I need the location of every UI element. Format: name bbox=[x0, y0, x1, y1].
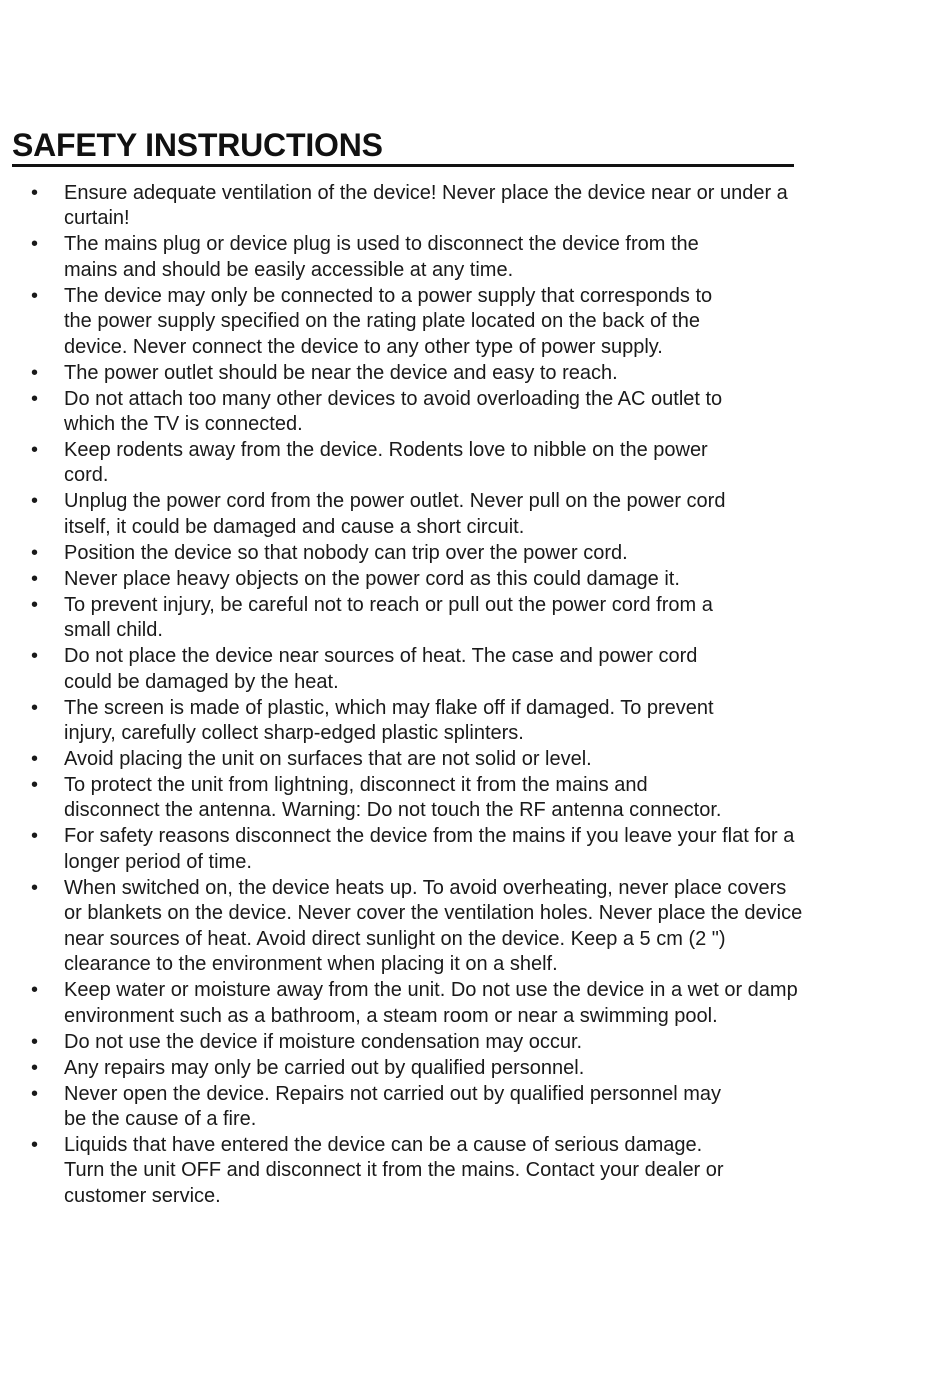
list-item bbox=[0, 1133, 950, 1209]
list-item-text: Avoid placing the unit on surfaces that are not solid or level. bbox=[64, 748, 592, 771]
list-item-text: Ensure adequate ventilation of the device! Never place the device near or under a curtain! bbox=[64, 182, 788, 230]
list-item bbox=[0, 232, 950, 283]
list-item-text: The screen is made of plastic, which may flake off if damaged. To prevent injury, carefully collect sharp-edged plastic splinters. bbox=[64, 696, 714, 745]
bullet-icon: • bbox=[31, 593, 39, 616]
bullet-icon: • bbox=[31, 541, 39, 564]
bullet-icon: • bbox=[31, 1030, 39, 1053]
bullet-icon: • bbox=[31, 979, 39, 1002]
list-item bbox=[0, 978, 950, 1029]
list-item bbox=[0, 1056, 950, 1081]
bullet-icon: • bbox=[31, 748, 39, 771]
bullet-icon: • bbox=[31, 1056, 39, 1079]
list-item bbox=[0, 387, 950, 438]
list-item-text: The device may only be connected to a power supply that corresponds to the power supply specified on the rating plate located on the back of the device. Never connect the device to any other type of power supply. bbox=[64, 284, 713, 358]
bullet-icon: • bbox=[31, 233, 39, 256]
list-item-text: Position the device so that nobody can trip over the power cord. bbox=[64, 541, 628, 564]
bullet-icon: • bbox=[31, 182, 39, 204]
bullet-icon: • bbox=[31, 490, 39, 513]
list-item bbox=[0, 773, 950, 824]
bullet-icon: • bbox=[31, 284, 39, 307]
list-item-text: Never place heavy objects on the power cord as this could damage it. bbox=[64, 567, 680, 590]
bullet-icon: • bbox=[31, 876, 39, 899]
bullet-icon: • bbox=[31, 1133, 39, 1156]
list-item-text: When switched on, the device heats up. To avoid overheating, never place covers or blankets on the device. Never cover the ventilation holes. Never place the device near sources of heat. Avoid direct sunlight on the device. Keep a 5 cm (2 ") clearance to the environment when placing it on a shelf. bbox=[64, 876, 803, 976]
list-item-text: Never open the device. Repairs not carried out by qualified personnel may be the cause of a fire. bbox=[64, 1082, 722, 1130]
bullet-icon: • bbox=[31, 439, 39, 462]
bullet-icon: • bbox=[31, 696, 39, 719]
bullet-icon: • bbox=[31, 387, 39, 410]
bullet-icon: • bbox=[31, 567, 39, 590]
list-item bbox=[0, 1030, 950, 1055]
list-item-text: Do not place the device near sources of heat. The case and power cord could be damaged by the heat. bbox=[64, 645, 698, 693]
bullet-icon: • bbox=[31, 645, 39, 668]
list-item-text: Any repairs may only be carried out by qualified personnel. bbox=[64, 1056, 585, 1079]
list-item bbox=[0, 438, 950, 489]
list-item-text: For safety reasons disconnect the device from the mains if you leave your flat for a longer period of time. bbox=[64, 825, 795, 873]
list-item bbox=[0, 284, 950, 360]
list-item-text: To prevent injury, be careful not to reach or pull out the power cord from a small child. bbox=[64, 593, 713, 642]
list-item bbox=[0, 644, 950, 695]
list-item-text: The mains plug or device plug is used to disconnect the device from the mains and should be easily accessible at any time. bbox=[64, 233, 699, 281]
list-item bbox=[0, 593, 950, 644]
list-item-text: Do not use the device if moisture condensation may occur. bbox=[64, 1030, 583, 1053]
list-item bbox=[0, 567, 950, 592]
list-item-text: The power outlet should be near the device and easy to reach. bbox=[64, 361, 618, 384]
safety-instructions-list bbox=[0, 181, 950, 1210]
list-item-text: Unplug the power cord from the power outlet. Never pull on the power cord itself, it could be damaged and cause a short circuit. bbox=[64, 490, 726, 538]
list-item-text: Keep water or moisture away from the unit. Do not use the device in a wet or damp environment such as a bathroom, a steam room or near a swimming pool. bbox=[64, 979, 798, 1027]
list-item bbox=[0, 696, 950, 747]
bullet-icon: • bbox=[31, 1082, 39, 1105]
list-item bbox=[0, 1082, 950, 1133]
list-item bbox=[0, 361, 950, 386]
list-item-text: Liquids that have entered the device can be a cause of serious damage. Turn the unit OFF and disconnect it from the mains. Contact your dealer or customer service. bbox=[64, 1133, 724, 1207]
list-item bbox=[0, 747, 950, 772]
list-item bbox=[0, 876, 950, 978]
list-item bbox=[0, 824, 950, 875]
list-item-text: Do not attach too many other devices to avoid overloading the AC outlet to which the TV is connected. bbox=[64, 387, 723, 436]
list-item bbox=[0, 489, 950, 540]
list-item-text: Keep rodents away from the device. Rodents love to nibble on the power cord. bbox=[64, 439, 708, 487]
page-title: SAFETY INSTRUCTIONS bbox=[12, 126, 794, 167]
bullet-icon: • bbox=[31, 361, 39, 384]
list-item bbox=[0, 181, 950, 232]
bullet-icon: • bbox=[31, 774, 39, 797]
bullet-icon: • bbox=[31, 825, 39, 848]
list-item bbox=[0, 541, 950, 566]
list-item-text: To protect the unit from lightning, disconnect it from the mains and disconnect the antenna. Warning: Do not touch the RF antenna connector. bbox=[64, 774, 722, 822]
